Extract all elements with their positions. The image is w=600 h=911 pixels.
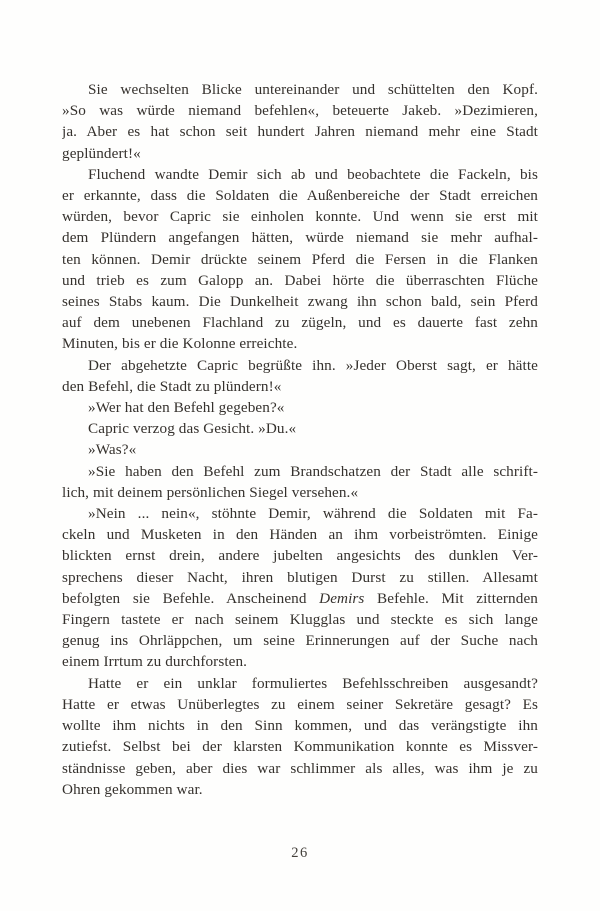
paragraph <box>62 397 538 418</box>
text-line: »Wer hat den Befehl gegeben?« <box>88 399 285 417</box>
text-line: sprechens dieser Nacht, ihren blutigen Durst zu stillen. Allesamt <box>62 568 538 586</box>
text-line: Ohren gekommen war. <box>62 780 203 798</box>
text-line: Sie wechselten Blicke untereinander und schüttelten den Kopf. <box>88 81 538 98</box>
text-line: den Befehl, die Stadt zu plündern!« <box>62 377 282 395</box>
paragraph <box>62 355 538 397</box>
page-text <box>62 79 538 800</box>
paragraph <box>62 164 538 355</box>
paragraph <box>62 461 538 503</box>
text-line: Hatte er etwas Unüberlegtes zu einem seiner Sekretäre gesagt? Es <box>62 695 538 713</box>
text-line: ja. Aber es hat schon seit hundert Jahren niemand mehr eine Stadt <box>62 123 538 141</box>
text-line: »So was würde niemand befehlen«, beteuerte Jakeb. »Dezimieren, <box>62 102 538 120</box>
text-line: »Sie haben den Befehl zum Brandschatzen der Stadt alle schrift- <box>88 462 538 480</box>
text-line: Der abgehetzte Capric begrüßte ihn. »Jeder Oberst sagt, er hätte <box>88 356 538 374</box>
text-line: wollte ihm nichts in den Sinn kommen, und das verängstigte ihn <box>62 717 538 735</box>
text-line: Capric verzog das Gesicht. »Du.« <box>88 420 297 438</box>
text-line: »Was?« <box>88 441 137 459</box>
paragraph <box>62 79 538 164</box>
paragraph <box>62 439 538 460</box>
text-line: lich, mit deinem persönlichen Siegel versehen.« <box>62 483 359 501</box>
text-line: dem Plündern angefangen hätten, würde niemand sie mehr aufhal- <box>62 229 538 247</box>
text-line: Hatte er ein unklar formuliertes Befehlsschreiben ausgesandt? <box>88 674 538 692</box>
paragraph <box>62 673 538 800</box>
text-line: würden, bevor Capric sie einholen konnte. Und wenn sie erst mit <box>62 208 538 226</box>
text-line: geplündert!« <box>62 144 141 162</box>
text-line: seines Stabs kaum. Die Dunkelheit zwang ihn schon bald, sein Pferd <box>62 293 538 311</box>
paragraph <box>62 418 538 439</box>
text-line: befolgten sie Befehle. Anscheinend Demirs Befehle. Mit zitternden <box>62 589 538 607</box>
text-line: ckeln und Musketen in den Händen an ihm vorbeiströmten. Einige <box>62 526 538 544</box>
text-line: einem Irrtum zu durchforsten. <box>62 653 248 671</box>
text-line: Fluchend wandte Demir sich ab und beobachtete die Fackeln, bis <box>88 165 538 183</box>
text-line: er erkannte, dass die Soldaten die Außenbereiche der Stadt erreichen <box>62 187 538 205</box>
text-line: genug ins Ohrläppchen, um seine Erinnerungen auf der Suche nach <box>62 632 538 650</box>
paragraph <box>62 503 538 673</box>
text-line: Minuten, bis er die Kolonne erreichte. <box>62 335 298 353</box>
text-line: auf dem unebenen Flachland zu zügeln, und es dauerte fast zehn <box>62 314 538 332</box>
text-line: blickten ernst drein, andere jubelten angesichts des dunklen Ver- <box>62 547 538 565</box>
text-line: ten können. Demir drückte seinem Pferd die Fersen in die Flanken <box>62 250 538 268</box>
text-line: »Nein ... nein«, stöhnte Demir, während die Soldaten mit Fa- <box>88 505 538 523</box>
text-line: zutiefst. Selbst bei der klarsten Kommunikation konnte es Missver- <box>62 738 538 756</box>
text-line: ständnisse geben, aber dies war schlimmer als alles, was ihm je zu <box>62 759 538 777</box>
text-line: Fingern tastete er nach seinem Klugglas und steckte es sich lange <box>62 611 538 629</box>
text-line: und trieb es zum Galopp an. Dabei hörte die überraschten Flüche <box>62 271 538 289</box>
page-number: 26 <box>291 845 309 861</box>
